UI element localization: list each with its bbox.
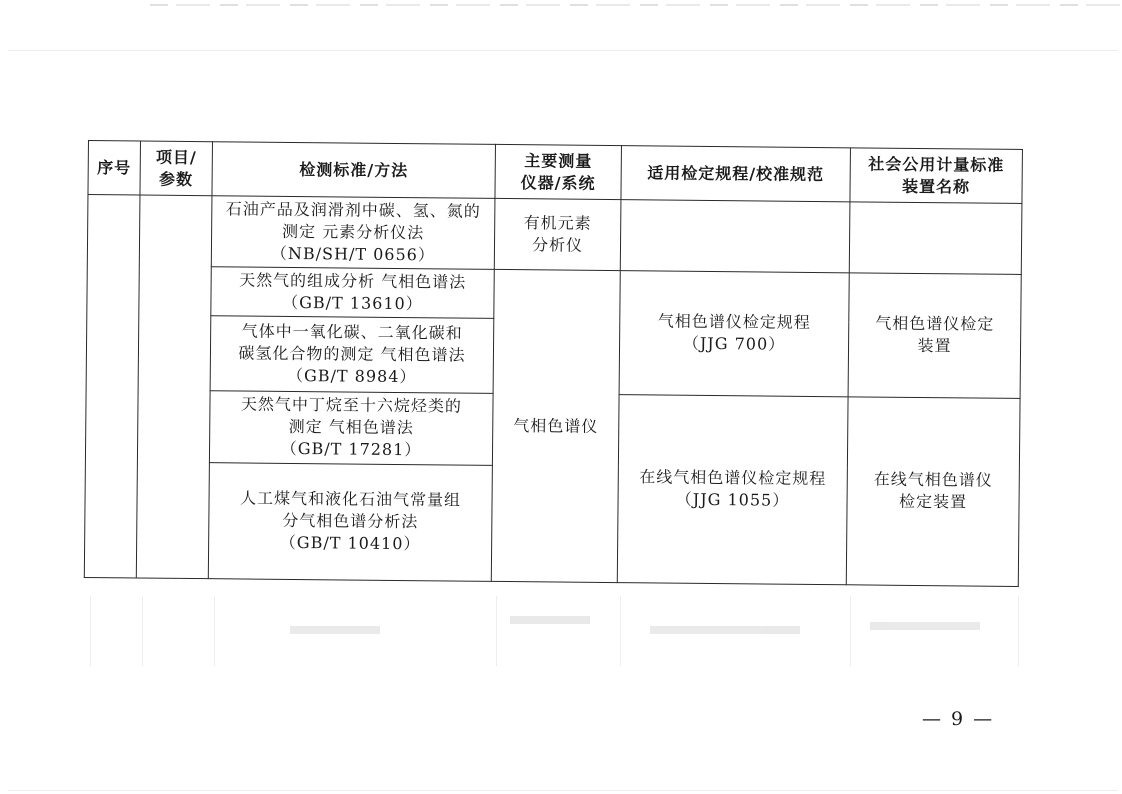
regulation-cell: 在线气相色谱仪检定规程 （JJG 1055） (617, 394, 848, 585)
instrument-cell: 有机元素 分析仪 (494, 199, 621, 271)
scan-artifact-bottom (8, 790, 1118, 791)
method-cell: 人工煤气和液化石油气常量组 分气相色谱分析法 （GB/T 10410） (208, 462, 492, 581)
method-cell: 石油产品及润滑剂中碳、氢、氮的 测定 元素分析仪法 （NB/SH/T 0656） (211, 196, 495, 270)
seq-cell (84, 195, 140, 578)
header-item: 项目/ 参数 (140, 141, 213, 196)
standards-table (84, 140, 1023, 587)
table-row (87, 195, 1022, 275)
device-cell-empty (849, 202, 1022, 275)
method-cell: 天然气中丁烷至十六烷烃类的 测定 气相色谱法 （GB/T 17281） (209, 390, 493, 465)
regulation-cell-empty (620, 200, 850, 273)
scan-artifact-top (150, 4, 1120, 6)
header-regulation: 适用检定规程/校准规范 (621, 146, 851, 202)
method-cell: 天然气的组成分析 气相色谱法 （GB/T 13610） (211, 267, 494, 319)
instrument-cell: 气相色谱仪 (491, 270, 620, 583)
method-cell: 气体中一氧化碳、二氧化碳和 碳氢化合物的测定 气相色谱法 （GB/T 8984） (210, 316, 494, 393)
item-cell (136, 195, 212, 579)
scan-artifact-line (8, 50, 1118, 51)
header-device: 社会公用计量标准 装置名称 (850, 148, 1023, 204)
table-row (87, 266, 1021, 324)
header-seq: 序号 (88, 141, 141, 196)
header-row (88, 141, 1022, 204)
bleed-through-row (90, 596, 1020, 666)
header-instrument: 主要测量 仪器/系统 (495, 144, 622, 199)
device-cell: 在线气相色谱仪 检定装置 (846, 396, 1020, 586)
device-cell: 气相色谱仪检定 装置 (848, 273, 1021, 398)
regulation-cell: 气相色谱仪检定规程 （JJG 700） (619, 271, 849, 396)
page-number: — 9 — (922, 708, 995, 730)
header-method: 检测标准/方法 (212, 142, 496, 199)
